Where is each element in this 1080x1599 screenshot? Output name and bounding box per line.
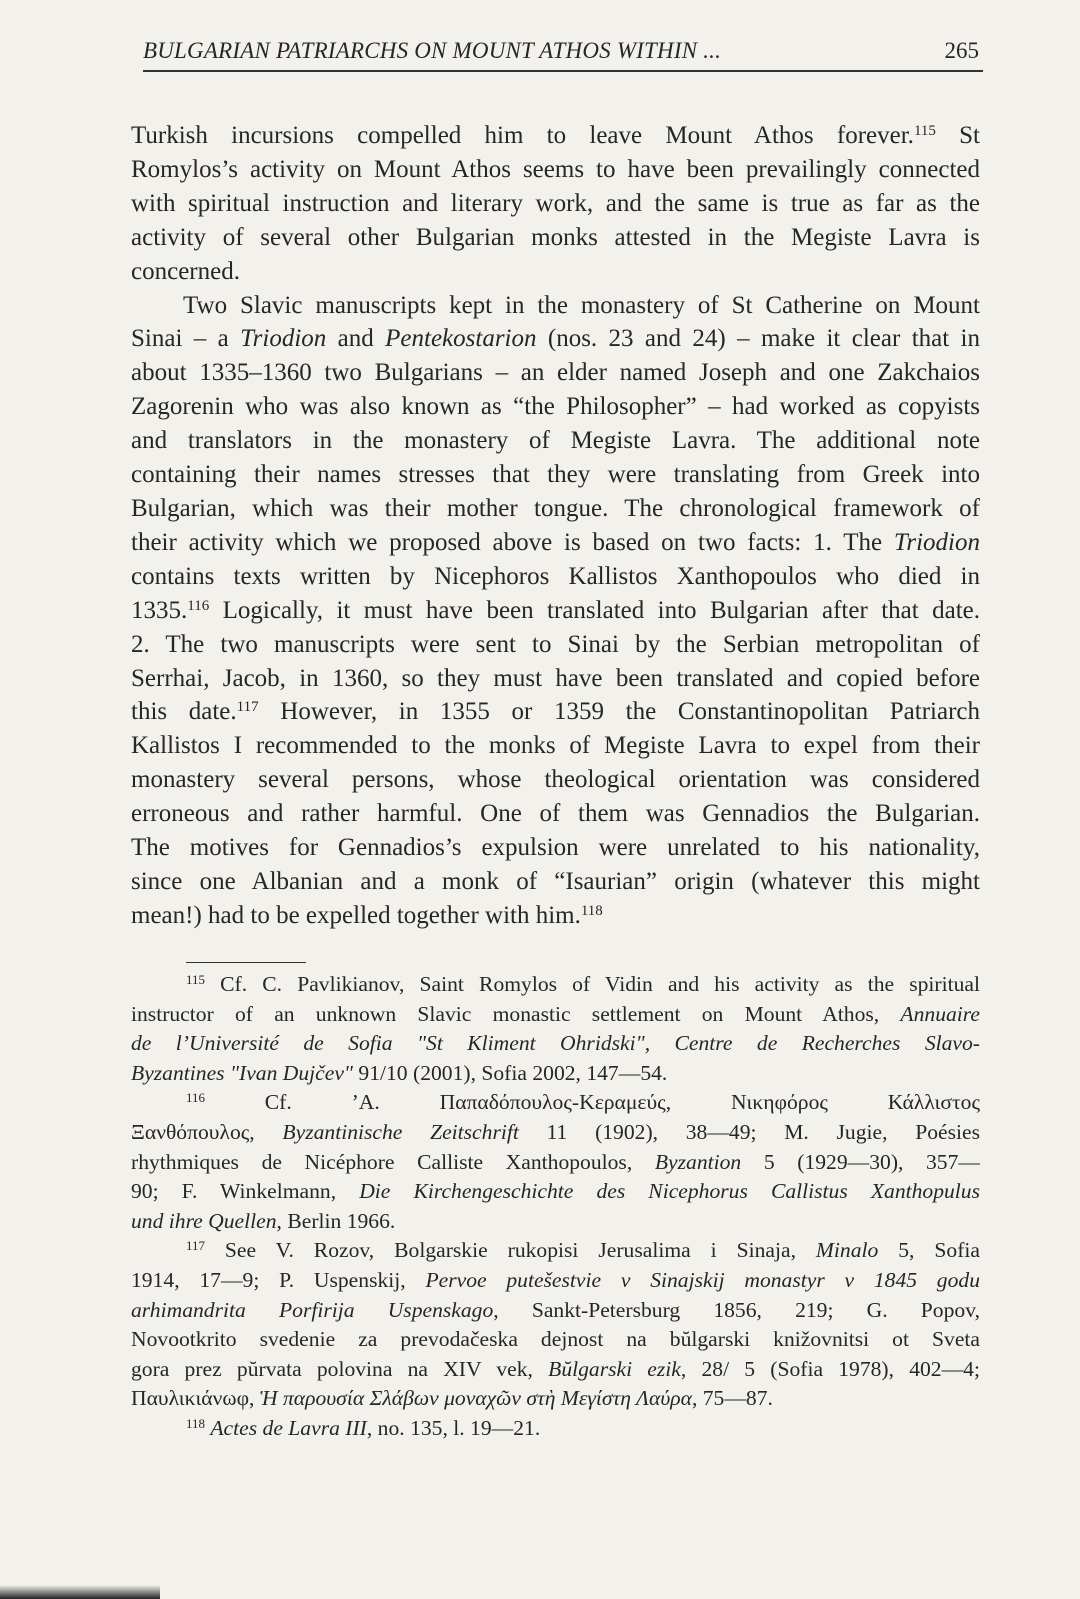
text-line: [131, 594, 980, 628]
text-line: [131, 1088, 980, 1118]
text-run: gora prez pŭrvata polovina na XIV vek,: [131, 1356, 549, 1381]
text-line: [131, 1148, 980, 1178]
text-run: Byzantinische Zeitschrift: [282, 1119, 519, 1144]
text-run: 1335.: [131, 596, 188, 624]
footnote: [131, 1414, 980, 1444]
text-line: [131, 1000, 980, 1030]
text-run: 2. The two manuscripts were sent to Sinai by the Serbian metropolitan of: [131, 630, 980, 658]
page-number: 265: [944, 38, 979, 63]
footnote-separator: [186, 962, 306, 963]
text-run: about 1335–1360 two Bulgarians – an elder named Joseph and one Zakchaios: [131, 359, 980, 387]
text-run: St: [935, 122, 980, 149]
text-line: [131, 831, 980, 865]
text-run: , Berlin 1966.: [276, 1208, 396, 1233]
footnote-marker: 118: [580, 902, 603, 919]
text-run: Die Kirchengeschichte des Nicephorus Callistus Xanthopulus: [359, 1179, 981, 1204]
footnote: [131, 970, 980, 1088]
footnote-marker: 118: [186, 1415, 205, 1431]
text-run: Kallistos I recommended to the monks of Megiste Lavra to expel from their: [131, 732, 980, 760]
text-line: [131, 763, 980, 797]
text-line: [131, 221, 980, 255]
text-run: , Sankt-Petersburg 1856, 219; G. Popov,: [493, 1297, 980, 1322]
footnote-marker: 115: [913, 122, 936, 139]
text-run: concerned.: [131, 257, 240, 285]
text-run: de l’Université de Sofia "St Kliment Ohridski", Centre de Recherches Slavo-: [131, 1031, 980, 1056]
text-line: [131, 1177, 980, 1207]
footnote-marker: 116: [187, 597, 210, 614]
text-run: 5 (1929—30), 357—: [741, 1149, 980, 1174]
text-line: [131, 289, 980, 323]
text-run: contains texts written by Nicephoros Kallistos Xanthopoulos who died in: [131, 562, 980, 590]
text-run: Cf. C. Pavlikianov, Saint Romylos of Vidin and his activity as the spiritual: [204, 972, 980, 996]
text-run: , 28/ 5 (Sofia 1978), 402—4;: [680, 1356, 980, 1381]
footnotes: [131, 970, 980, 1444]
text-line: [131, 424, 980, 458]
text-run: instructor of an unknown Slavic monastic settlement on Mount Athos,: [131, 1001, 901, 1026]
text-run: Annuaire: [900, 1001, 980, 1026]
footnote-marker: 117: [236, 699, 259, 716]
text-run: Logically, it must have been translated into Bulgarian after that date.: [209, 596, 980, 624]
running-title: BULGARIAN PATRIARCHS ON MOUNT ATHOS WITHIN ...: [143, 38, 722, 63]
text-line: [131, 458, 980, 492]
text-line: [131, 1207, 980, 1237]
text-line: [131, 526, 980, 560]
text-run: and: [326, 325, 386, 353]
text-line: [131, 390, 980, 424]
text-run: Pentekostarion: [385, 325, 537, 353]
text-line: [131, 1029, 980, 1059]
paragraph: [131, 289, 980, 933]
text-run: Pervoe putešestvie v Sinajskij monastyr v 1845 godu: [425, 1267, 980, 1292]
text-run: Bulgarian, which was their mother tongue. The chronological framework of: [131, 494, 980, 522]
text-run: monastery several persons, whose theological orientation was considered: [131, 766, 980, 794]
footnote: [131, 1088, 980, 1236]
text-run: containing their names stresses that they were translating from Greek into: [131, 461, 980, 489]
text-run: Turkish incursions compelled him to leave Mount Athos forever.: [131, 122, 914, 149]
running-header: [143, 34, 983, 72]
text-run: Bŭlgarski ezik: [548, 1356, 681, 1381]
text-run: this date.: [131, 698, 237, 726]
text-run: Sinai – a: [131, 325, 241, 353]
text-run: mean!) had to be expelled together with him.: [131, 901, 581, 929]
text-run: 90; F. Winkelmann,: [131, 1179, 360, 1204]
text-run: Triodion: [893, 528, 980, 556]
footnote-marker: 115: [186, 971, 205, 987]
text-line: [131, 492, 980, 526]
text-line: [131, 1296, 980, 1326]
text-run: Serrhai, Jacob, in 1360, so they must have been translated and copied before: [131, 664, 980, 692]
text-run: However, in 1355 or 1359 the Constantinopolitan Patriarch: [258, 698, 980, 726]
text-run: 5, Sofia: [878, 1238, 980, 1263]
footnote-marker: 117: [186, 1238, 205, 1254]
text-line: [131, 1236, 980, 1266]
text-line: [131, 865, 980, 899]
text-run: their activity which we proposed above is based on two facts: 1. The: [131, 528, 894, 556]
paragraph: [131, 119, 980, 289]
text-run: (nos. 23 and 24) – make it clear that in: [536, 325, 980, 353]
text-run: , 75—87.: [691, 1386, 773, 1411]
text-line: [131, 1384, 980, 1414]
text-line: [131, 255, 980, 289]
text-run: Byzantion: [654, 1149, 742, 1174]
text-line: [131, 119, 980, 153]
text-run: Byzantines "Ivan Dujčev": [131, 1060, 354, 1085]
text-run: erroneous and rather harmful. One of them was Gennadios the Bulgarian.: [131, 800, 980, 828]
text-run: Triodion: [240, 325, 327, 353]
text-line: [131, 695, 980, 729]
text-line: [131, 356, 980, 390]
text-line: [131, 560, 980, 594]
text-run: and translators in the monastery of Megiste Lavra. The additional note: [131, 427, 980, 455]
text-line: [131, 1118, 980, 1148]
text-line: [131, 1059, 980, 1089]
text-run: Παυλικιάνωφ,: [131, 1386, 260, 1411]
text-run: The motives for Gennadios’s expulsion were unrelated to his nationality,: [131, 834, 980, 862]
text-run: Zagorenin who was also known as “the Philosopher” – had worked as copyists: [131, 393, 980, 421]
text-line: [131, 1355, 980, 1385]
text-line: [131, 628, 980, 662]
text-line: [131, 322, 980, 356]
text-run: Romylos’s activity on Mount Athos seems to have been prevailingly connected: [131, 155, 980, 183]
text-run: 1914, 17—9; P. Uspenskij,: [131, 1267, 426, 1292]
footnote-marker: 116: [186, 1090, 205, 1106]
text-run: Ἡ παρουσία Σλάβων μοναχῶν στὴ Μεγίστη Λαύρα: [259, 1386, 692, 1411]
text-line: [131, 970, 980, 1000]
text-line: [131, 662, 980, 696]
text-run: Two Slavic manuscripts kept in the monastery of St Catherine on Mount: [183, 291, 980, 319]
text-run: Minalo: [815, 1238, 879, 1263]
text-line: [131, 729, 980, 763]
text-line: [131, 899, 980, 933]
text-run: Cf. ’A. Παπαδόπουλος-Κεραμεύς, Νικηφόρος Κάλλιστος: [204, 1090, 980, 1115]
text-run: rhythmiques de Nicéphore Calliste Xanthopoulos,: [131, 1149, 655, 1174]
text-line: [131, 1414, 980, 1444]
text-run: Novootkrito svedenie za prevodačeska dejnost na bŭlgarski knižovnitsi ot Sveta: [131, 1327, 980, 1352]
text-line: [131, 1325, 980, 1355]
text-run: See V. Rozov, Bolgarskie rukopisi Jerusalima i Sinaja,: [204, 1238, 816, 1263]
text-line: [131, 187, 980, 221]
text-line: [131, 797, 980, 831]
main-text: [131, 119, 980, 933]
text-line: [131, 1266, 980, 1296]
text-run: with spiritual instruction and literary work, and the same is true as far as the: [131, 189, 980, 217]
text-run: arhimandrita Porfirija Uspenskago: [131, 1297, 494, 1322]
text-run: Ξανθόπουλος,: [131, 1119, 283, 1144]
text-run: und ihre Quellen: [131, 1208, 277, 1233]
scan-edge-shadow: [0, 1585, 160, 1599]
text-line: [131, 153, 980, 187]
footnote: [131, 1236, 980, 1414]
text-run: since one Albanian and a monk of “Isaurian” origin (whatever this might: [131, 867, 980, 895]
text-run: activity of several other Bulgarian monks attested in the Megiste Lavra is: [131, 223, 980, 251]
text-run: 11 (1902), 38—49; M. Jugie, Poésies: [518, 1119, 981, 1144]
text-run: Actes de Lavra III: [210, 1415, 367, 1440]
text-run: 91/10 (2001), Sofia 2002, 147—54.: [353, 1060, 668, 1085]
text-run: , no. 135, l. 19—21.: [366, 1415, 541, 1440]
